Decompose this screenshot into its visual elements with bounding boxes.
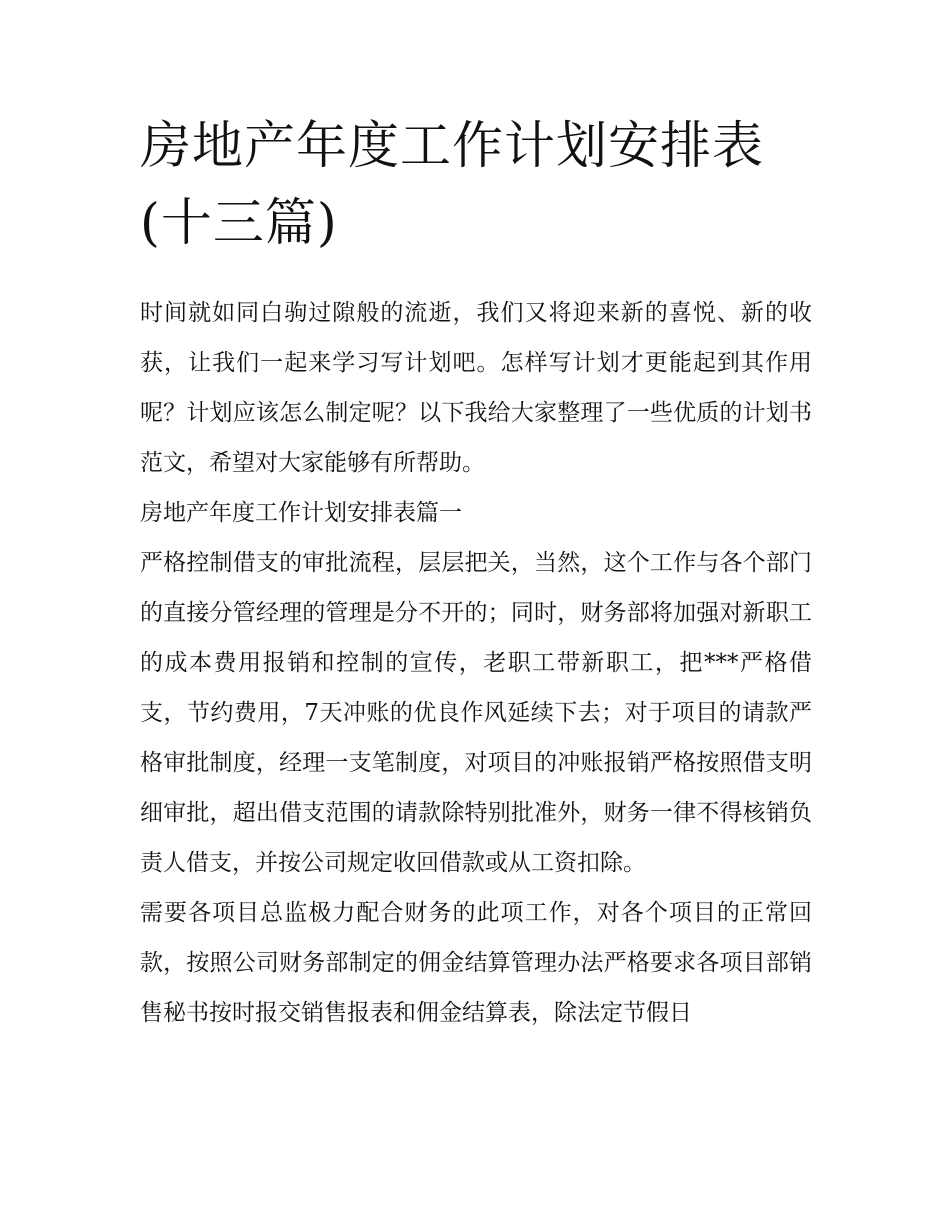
intro-paragraph: 时间就如同白驹过隙般的流逝，我们又将迎来新的喜悦、新的收获，让我们一起来学习写计划吧。怎样写计划才更能起到其作用呢？计划应该怎么制定呢？以下我给大家整理了一些优质的计划书范文，希望对大家能够有所帮助。: [140, 300, 812, 476]
body-paragraph: 严格控制借支的审批流程，层层把关，当然，这个工作与各个部门的直接分管经理的管理是分不开的；同时，财务部将加强对新职工的成本费用报销和控制的宣传，老职工带新职工，把***严格借支，节约费用，7天冲账的优良作风延续下去；对于项目的请款严格审批制度，经理一支笔制度，对项目的冲账报销严格按照借支明细审批，超出借支范围的请款除特别批准外，财务一律不得核销负责人借支，并按公司规定收回借款或从工资扣除。: [140, 550, 812, 876]
document-body: [140, 288, 812, 1038]
document-title: 房地产年度工作计划安排表(十三篇): [140, 117, 765, 253]
body-paragraph: 需要各项目总监极力配合财务的此项工作，对各个项目的正常回款，按照公司财务部制定的佣金结算管理办法严格要求各项目部销售秘书按时报交销售报表和佣金结算表，除法定节假日: [140, 900, 812, 1026]
section-heading: 房地产年度工作计划安排表篇一: [140, 500, 462, 526]
document-content: [140, 108, 812, 1038]
